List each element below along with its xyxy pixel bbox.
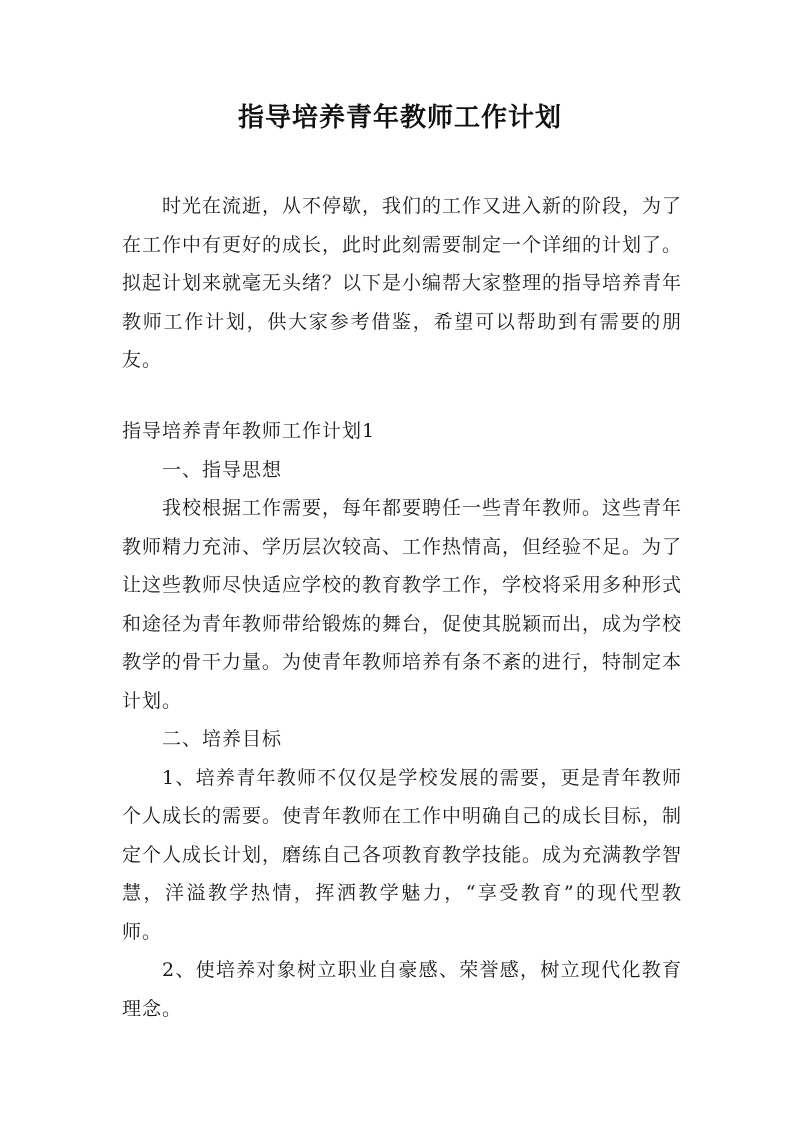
document-title: 指导培养青年教师工作计划 — [237, 103, 562, 133]
plan-heading: 指导培养青年教师工作计划1 — [122, 420, 376, 442]
goal2-paragraph: 2、使培养对象树立职业自豪感、荣誉感，树立现代化教育理念。 — [122, 959, 682, 1020]
section1-paragraph: 我校根据工作需要，每年都要聘任一些青年教师。这些青年教师精力充沛、学历层次较高、工作热情高，但经验不足。为了让这些教师尽快适应学校的教育教学工作，学校将采用多种形式和途径为青年教师带给锻炼的舞台，促使其脱颖而出，成为学校教学的骨干力量。为使青年教师培养有条不紊的进行，特制定本计划。 — [122, 497, 683, 712]
intro-section — [122, 187, 682, 380]
section2-heading: 二、培养目标 — [162, 728, 283, 750]
intro-paragraph: 时光在流逝，从不停歇，我们的工作又进入新的阶段，为了在工作中有更好的成长，此时此刻需要制定一个详细的计划了。拟起计划来就毫无头绪？以下是小编帮大家整理的指导培养青年教师工作计划，供大家参考借鉴，希望可以帮助到有需要的朋友。 — [122, 195, 683, 371]
section1-heading: 一、指导思想 — [162, 458, 283, 481]
goal1-paragraph: 1、培养青年教师不仅仅是学校发展的需要，更是青年教师个人成长的需要。使青年教师在工作中明确自己的成长目标，制定个人成长计划，磨练自己各项教育教学技能。成为充满教学智慧，洋溢教学热情，挥洒教学魅力，“享受教育”的现代型教师。 — [122, 766, 683, 943]
plan-body — [122, 412, 682, 1028]
